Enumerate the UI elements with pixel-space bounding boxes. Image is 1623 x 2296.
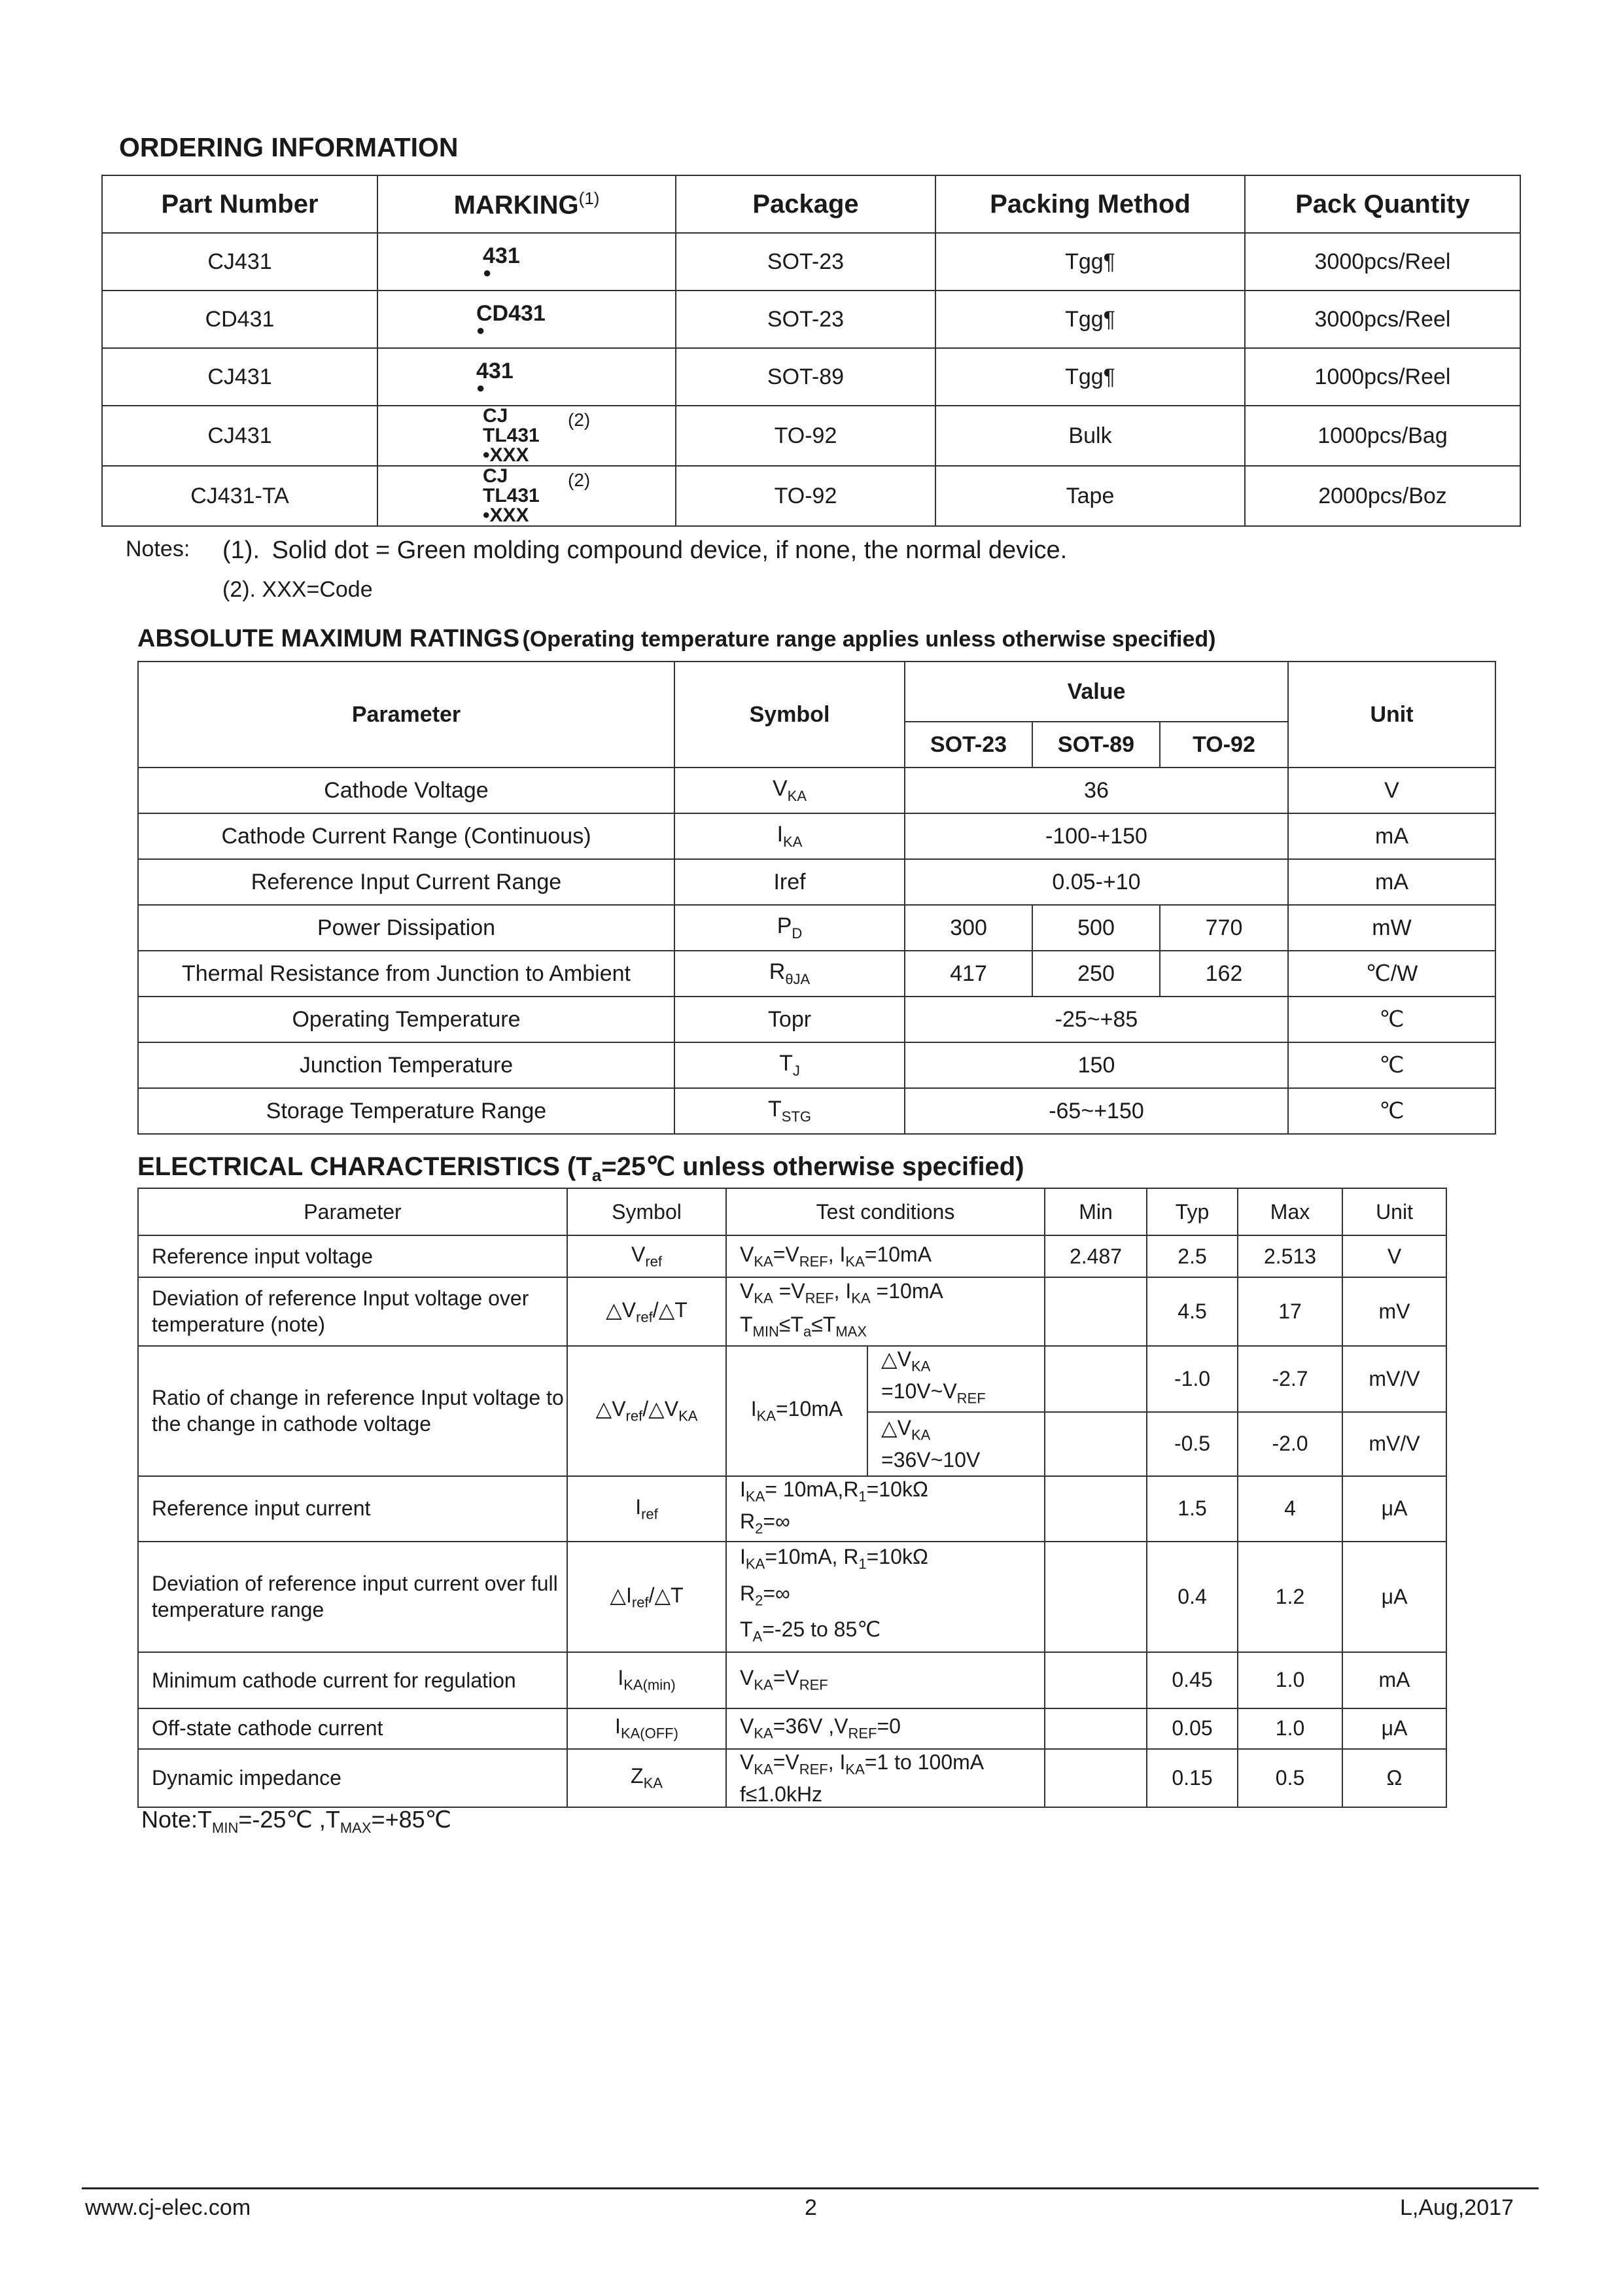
ordering-title: ORDERING INFORMATION: [119, 132, 459, 162]
marking-cell: CD431 ●: [377, 291, 676, 348]
table-row: Power Dissipation $P_D$ 300 500 770 mW: [138, 905, 1495, 951]
table-row: Off-state cathode current $I_{KA(OFF)}$ $V_{KA}=36V$ $,V_{REF}=0$ 0.05 1.0 μA: [138, 1708, 1446, 1749]
footer-divider: [82, 2187, 1539, 2189]
table-row: Thermal Resistance from Junction to Ambient $R_{\theta JA}$ 417 250 162 ℃/W: [138, 951, 1495, 997]
table-row: $\triangle V_{KA}$ =36V~10V -0.5 -2.0 mV/V: [138, 1412, 1446, 1476]
table-row: Ratio of change in reference Input voltage to the change in cathode voltage $\triangle V_{ref}/\triangle V_{KA}$ $I_{KA}=10mA$ $\triangle V_{KA}$ $=10V\sim V_{REF}$ -1.0 -2.7 mV/V: [138, 1346, 1446, 1412]
table-row: CJ431-TA CJ TL431 •XXX (2) TO-92 Tape 2000pcs/Boz: [102, 466, 1520, 526]
footer-url: www.cj-elec.com: [85, 2195, 251, 2220]
table-row: Cathode Voltage $V_{KA}$ 36 V: [138, 768, 1495, 813]
table-row: Operating Temperature Topr -25~+85 ℃: [138, 997, 1495, 1042]
footer-revision: L,Aug,2017: [1400, 2195, 1514, 2220]
footer-page: 2: [805, 2195, 817, 2220]
table-row: Junction Temperature $T_J$ 150 ℃: [138, 1042, 1495, 1088]
table-row: Reference input voltage $V_{ref}$ $V_{KA}=V_{REF}$, $I_{KA}=10mA$ 2.487 2.5 2.513 V: [138, 1235, 1446, 1277]
table-row: CD431 CD431 ● SOT-23 Tgg¶ 3000pcs/Reel: [102, 291, 1520, 348]
note-2: (2). XXX=Code: [222, 577, 373, 602]
table-row: CJ431 CJ TL431 •XXX (2) TO-92 Bulk 1000pcs/Bag: [102, 406, 1520, 466]
temperature-note: $Note:T_{MIN}=-25℃$ $,T_{MAX}=+85℃$: [141, 1806, 452, 1837]
table-row: Deviation of reference Input voltage over temperature (note) $\triangle V_{ref}/\triangle T$ $V_{KA} =V_{REF}$, $I_{KA} =10mA$ $T_{MIN}\le T_a\le T_{MAX}$ 4.5 17 mV: [138, 1277, 1446, 1346]
table-row: CJ431 431 ● SOT-89 Tgg¶ 1000pcs/Reel: [102, 348, 1520, 406]
table-row: Deviation of reference input current over full temperature range $\triangle I_{ref}/\triangle T$ $I_{KA}=10mA$, $R_1=10k\Omega$ $R_2=\infty$ $T_A=-25$ to 85℃ 0.4 1.2 μA: [138, 1542, 1446, 1651]
marking-cell: CJ TL431 •XXX (2): [377, 466, 676, 526]
marking-cell: 431 ●: [377, 233, 676, 291]
notes-label: Notes:: [126, 537, 190, 561]
note-1: (1). Solid dot = Green molding compound device, if none, the normal device.: [222, 537, 1068, 564]
ec-title: ELECTRICAL CHARACTERISTICS ($T_a=25℃$ unless otherwise specified): [137, 1152, 1024, 1185]
marking-cell: CJ TL431 •XXX (2): [377, 406, 676, 466]
table-row: Reference input current $I_{ref}$ $I_{KA}= 10mA,R_1=10k\Omega$ $R_2=\infty$ 1.5 4 μA: [138, 1476, 1446, 1542]
table-row: Reference Input Current Range Iref 0.05-+10 mA: [138, 859, 1495, 905]
col-pack-quantity: Pack Quantity: [1245, 175, 1520, 233]
col-package: Package: [676, 175, 935, 233]
ordering-table: [101, 175, 1521, 527]
table-row: CJ431 431 ● SOT-23 Tgg¶ 3000pcs/Reel: [102, 233, 1520, 291]
col-packing-method: Packing Method: [935, 175, 1245, 233]
col-marking: MARKING$^{(1)}$: [377, 175, 676, 233]
ec-table: Parameter Symbol Test conditions Min Typ Max Unit Reference input voltage $V_{ref}$ $V_{KA}=V_{REF}$, $I_{KA}=10mA$ 2.487 2.5 2.513 V Deviation of reference Input voltage over temperature (note) $\triangle V_{ref}/\triangle T$ $V_{KA} =V_{REF}$, $I_{KA} =10mA$ $T_{MIN}\le T_a\le T_{MAX}$ 4.5 17 mV Ratio of change in reference Input voltage to the change in cathode voltage $\triangle V_{ref}/\triangle V_{KA}$ $I_{KA}=10mA$ $\triangle V_{KA}$ $=10V\sim V_{REF}$ -1.0 -2.7 mV/V $\triangle V_{KA}$ =36V~10V -0.5 -2.0 mV/V Reference input current $I_{ref}$ $I_{KA}= 10mA,R_1=10k\Omega$ $R_2=\infty$ 1.5 4 μA Deviation of reference input current over full temperature range $\triangle I_{ref}/\triangle T$ $I_{KA}=10mA$, $R_1=10k\Omega$ $R_2=\infty$ $T_A=-25$ to 85℃ 0.4 1.2 μA Minimum cathode current for regulation $I_{KA(min)}$ $V_{KA}=V_{REF}$ 0.45 1.0 mA Off-state cathode current $I_{KA(OFF)}$ $V_{KA}=36V$ $,V_{REF}=0$ 0.05 1.0 μA Dynamic impedance $Z_{KA}$ $V_{KA}=V_{REF}$, $I_{KA}=1$ to 100mA f≤1.0kHz 0.15 0.5 Ω: [137, 1188, 1447, 1808]
table-row: Cathode Current Range (Continuous) $I_{KA}$ -100-+150 mA: [138, 813, 1495, 859]
table-row: Minimum cathode current for regulation $I_{KA(min)}$ $V_{KA}=V_{REF}$ 0.45 1.0 mA: [138, 1652, 1446, 1708]
amr-title: ABSOLUTE MAXIMUM RATINGS (Operating temperature range applies unless otherwise specified): [137, 625, 1216, 652]
marking-cell: 431 ●: [377, 348, 676, 406]
table-row: Dynamic impedance $Z_{KA}$ $V_{KA}=V_{REF}$, $I_{KA}=1$ to 100mA f≤1.0kHz 0.15 0.5 Ω: [138, 1749, 1446, 1807]
col-part-number: Part Number: [102, 175, 377, 233]
amr-table: Parameter Symbol Value Unit SOT-23 SOT-89 TO-92 Cathode Voltage $V_{KA}$ 36 V Cathode Current Range (Continuous) $I_{KA}$ -100-+150 mA Reference Input Current Range Iref 0.05-+10 mA Power Dissipation $P_D$ 300 500 770 mW Thermal Resistance from Junction to Ambient $R_{\theta JA}$ 417 250 162 ℃/W Operating Temperature Topr -25~+85 ℃ Junction Temperature $T_J$ 150 ℃ Storage Temperature Range $T_{STG}$ -65~+150 ℃: [137, 661, 1496, 1135]
table-row: Storage Temperature Range $T_{STG}$ -65~+150 ℃: [138, 1088, 1495, 1134]
